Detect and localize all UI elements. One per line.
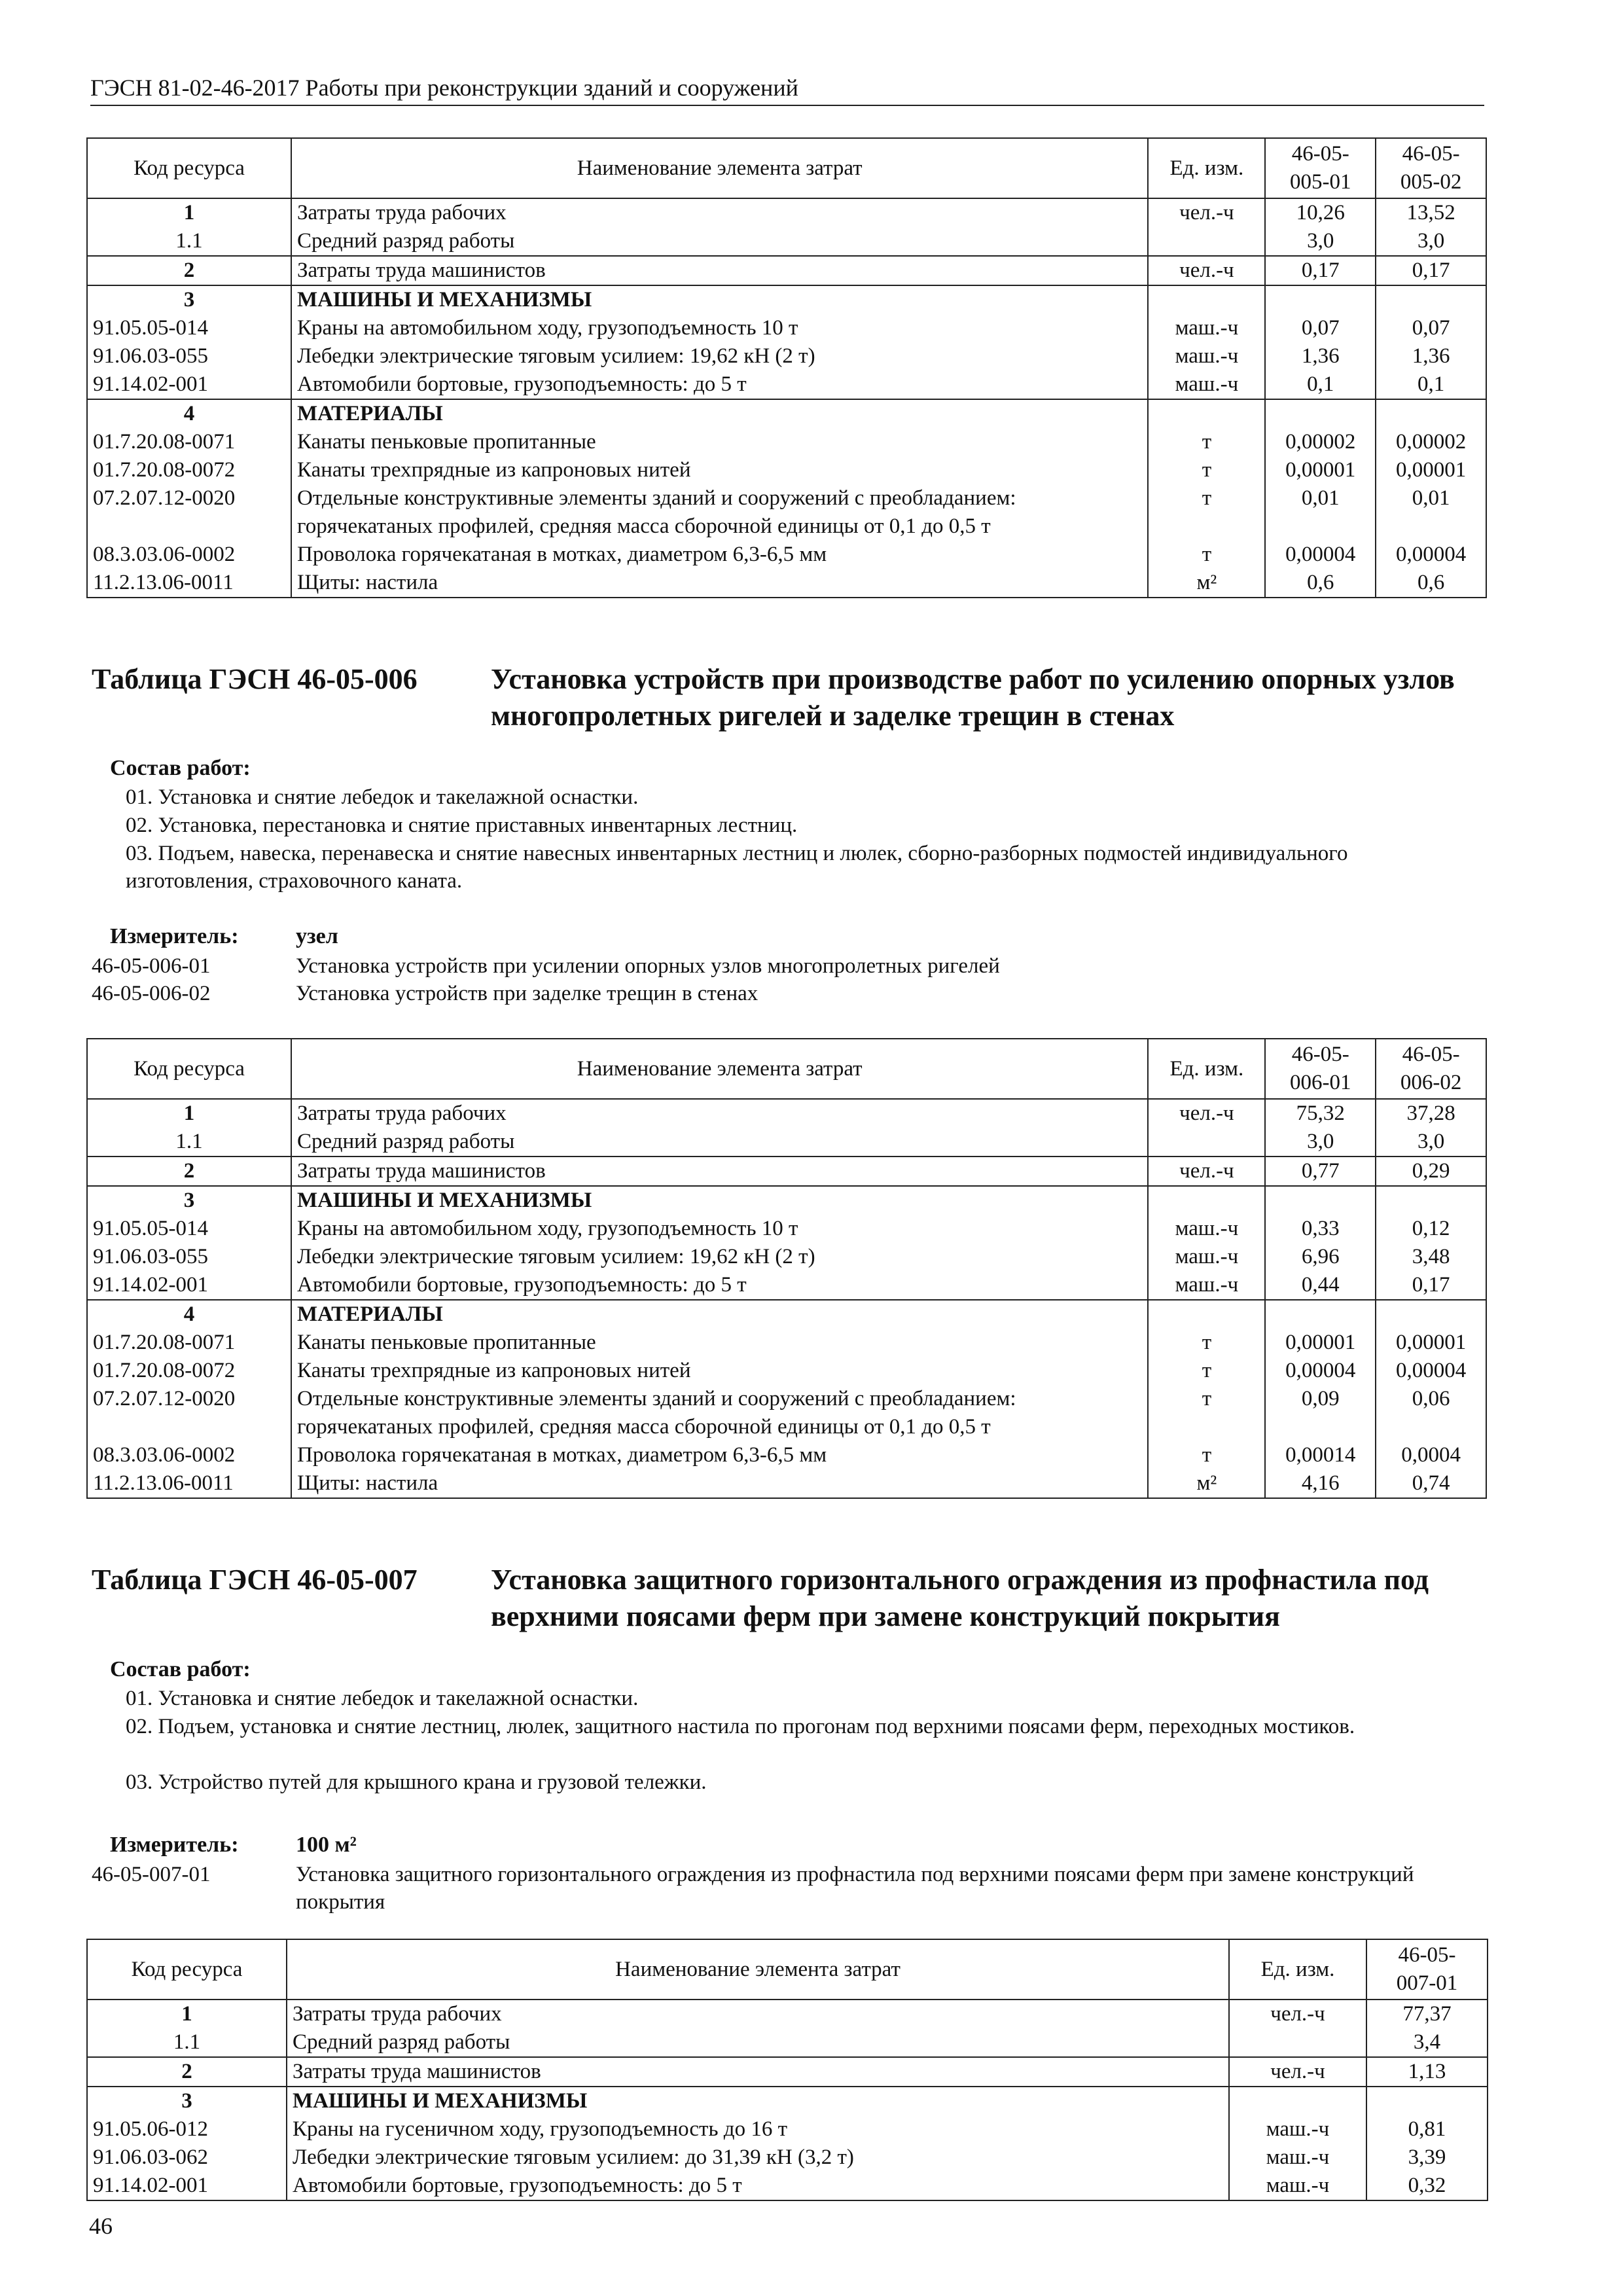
- resource-code: 08.3.03.06-0002: [87, 541, 291, 569]
- resource-table-007: [86, 1939, 1488, 2201]
- col-header-code: Код ресурса: [87, 1939, 287, 2000]
- table-row: [87, 1128, 1486, 1157]
- resource-unit: м²: [1148, 1469, 1265, 1498]
- resource-name: Средний разряд работы: [291, 227, 1148, 256]
- resource-unit: [1148, 1300, 1265, 1329]
- table-row: [87, 484, 1486, 541]
- col-header-norm: 46-05- 006-02: [1376, 1039, 1486, 1099]
- resource-name: Краны на гусеничном ходу, грузоподъемность до 16 т: [287, 2115, 1229, 2144]
- norm-value: [1376, 1186, 1486, 1215]
- norm-value: 0,29: [1376, 1157, 1486, 1186]
- resource-name: Проволока горячекатаная в мотках, диаметром 6,3-6,5 мм: [291, 1441, 1148, 1469]
- resource-name: МАШИНЫ И МЕХАНИЗМЫ: [291, 1186, 1148, 1215]
- table-row: [87, 2172, 1488, 2200]
- table-row: [87, 2000, 1488, 2028]
- resource-unit: [1148, 1128, 1265, 1157]
- resource-code: 11.2.13.06-0011: [87, 1469, 291, 1498]
- col-header-norm: 46-05- 005-02: [1376, 138, 1486, 198]
- norm-value: 0,00004: [1376, 1357, 1486, 1385]
- norm-value: 75,32: [1265, 1099, 1376, 1128]
- norm-value: 1,36: [1265, 342, 1376, 370]
- resource-code: 01.7.20.08-0071: [87, 428, 291, 456]
- work-item: 01. Установка и снятие лебедок и такелажной оснастки.: [126, 1687, 639, 1710]
- table-row: [87, 1099, 1486, 1128]
- resource-code: 1: [87, 2000, 287, 2028]
- norm-value: 4,16: [1265, 1469, 1376, 1498]
- norm-value: 0,1: [1376, 370, 1486, 399]
- norm-value: 6,96: [1265, 1243, 1376, 1271]
- resource-unit: чел.-ч: [1148, 256, 1265, 285]
- resource-unit: т: [1148, 456, 1265, 484]
- resource-unit: чел.-ч: [1148, 198, 1265, 227]
- measurer-value: 100 м²: [296, 1833, 357, 1857]
- norm-value: 3,0: [1265, 1128, 1376, 1157]
- norm-value: 0,00004: [1265, 541, 1376, 569]
- resource-code: 1.1: [87, 2028, 287, 2057]
- resource-name: МАШИНЫ И МЕХАНИЗМЫ: [291, 285, 1148, 314]
- page-number: 46: [89, 2213, 113, 2239]
- norm-value: 0,00004: [1265, 1357, 1376, 1385]
- norm-value: 3,0: [1265, 227, 1376, 256]
- resource-name: Щиты: настила: [291, 1469, 1148, 1498]
- resource-unit: т: [1148, 1441, 1265, 1469]
- resource-unit: чел.-ч: [1229, 2000, 1366, 2028]
- resource-unit: т: [1148, 1357, 1265, 1385]
- col-header-name: Наименование элемента затрат: [287, 1939, 1229, 2000]
- norm-value: 0,07: [1376, 314, 1486, 342]
- resource-code: 91.14.02-001: [87, 2172, 287, 2200]
- table-row: [87, 2028, 1488, 2057]
- norm-description: Установка устройств при заделке трещин в стенах: [296, 982, 758, 1005]
- col-header-code: Код ресурса: [87, 138, 291, 198]
- norm-code: 46-05-006-02: [92, 982, 211, 1005]
- norm-value: 0,07: [1265, 314, 1376, 342]
- work-item: 02. Установка, перестановка и снятие приставных инвентарных лестниц.: [126, 814, 798, 837]
- resource-unit: чел.-ч: [1229, 2057, 1366, 2087]
- resource-code: 01.7.20.08-0072: [87, 456, 291, 484]
- resource-table-006: [86, 1038, 1487, 1499]
- resource-unit: маш.-ч: [1148, 1271, 1265, 1300]
- resource-code: 91.05.06-012: [87, 2115, 287, 2144]
- resource-name: Канаты трехпрядные из капроновых нитей: [291, 456, 1148, 484]
- resource-unit: маш.-ч: [1229, 2172, 1366, 2200]
- norm-value: 0,09: [1265, 1385, 1376, 1441]
- resource-name: Затраты труда рабочих: [291, 1099, 1148, 1128]
- norm-value: 0,06: [1376, 1385, 1486, 1441]
- resource-name: Затраты труда машинистов: [291, 1157, 1148, 1186]
- col-header-norm: 46-05- 007-01: [1366, 1939, 1488, 2000]
- norm-value: 1,13: [1366, 2057, 1488, 2087]
- resource-name: Лебедки электрические тяговым усилием: 19,62 кН (2 т): [291, 342, 1148, 370]
- table-row: [87, 399, 1486, 428]
- norm-value: 77,37: [1366, 2000, 1488, 2028]
- norm-value: 0,01: [1376, 484, 1486, 541]
- table-row: [87, 370, 1486, 399]
- resource-code: 91.05.05-014: [87, 314, 291, 342]
- resource-unit: маш.-ч: [1148, 1243, 1265, 1271]
- resource-code: 07.2.07.12-0020: [87, 484, 291, 541]
- resource-code: 1: [87, 198, 291, 227]
- norm-value: 37,28: [1376, 1099, 1486, 1128]
- norm-value: 0,00001: [1265, 1329, 1376, 1357]
- resource-name: Проволока горячекатаная в мотках, диаметром 6,3-6,5 мм: [291, 541, 1148, 569]
- norm-value: 0,6: [1376, 569, 1486, 598]
- table-heading: Установка устройств при производстве работ по усилению опорных узлов многопролетных ригелей и заделке трещин в стенах: [491, 663, 1455, 732]
- norm-value: 0,00004: [1376, 541, 1486, 569]
- resource-code: 91.14.02-001: [87, 370, 291, 399]
- resource-code: 01.7.20.08-0072: [87, 1357, 291, 1385]
- table-row: [87, 1441, 1486, 1469]
- norm-value: 0,6: [1265, 569, 1376, 598]
- norm-value: 0,17: [1376, 1271, 1486, 1300]
- norm-value: 0,81: [1366, 2115, 1488, 2144]
- col-header-unit: Ед. изм.: [1229, 1939, 1366, 2000]
- norm-value: 3,48: [1376, 1243, 1486, 1271]
- table-label: Таблица ГЭСН 46-05-007: [92, 1564, 418, 1596]
- col-header-norm: 46-05- 005-01: [1265, 138, 1376, 198]
- table-row: [87, 1186, 1486, 1215]
- norm-value: 3,4: [1366, 2028, 1488, 2057]
- resource-code: 3: [87, 285, 291, 314]
- work-item: 03. Устройство путей для крышного крана и грузовой тележки.: [126, 1770, 707, 1794]
- resource-name: МАШИНЫ И МЕХАНИЗМЫ: [287, 2087, 1229, 2115]
- resource-name: Щиты: настила: [291, 569, 1148, 598]
- resource-name: Лебедки электрические тяговым усилием: до 31,39 кН (3,2 т): [287, 2144, 1229, 2172]
- table-row: [87, 1329, 1486, 1357]
- resource-unit: т: [1148, 541, 1265, 569]
- measurer-label: Измеритель:: [110, 924, 239, 948]
- works-label: Состав работ:: [110, 1657, 251, 1681]
- norm-value: [1265, 285, 1376, 314]
- resource-name: Отдельные конструктивные элементы зданий и сооружений с преобладанием: горячекатаных профилей, средняя масса сборочной единицы от 0,1 до 0,5 т: [291, 1385, 1148, 1441]
- norm-description: Установка устройств при усилении опорных узлов многопролетных ригелей: [296, 954, 1000, 978]
- norm-code: 46-05-007-01: [92, 1863, 211, 1886]
- resource-unit: маш.-ч: [1148, 342, 1265, 370]
- norm-value: [1265, 399, 1376, 428]
- table-row: [87, 198, 1486, 227]
- resource-name: Затраты труда машинистов: [291, 256, 1148, 285]
- table-row: [87, 1157, 1486, 1186]
- resource-table-005: [86, 137, 1487, 598]
- table-row: [87, 541, 1486, 569]
- table-row: [87, 2087, 1488, 2115]
- norm-value: 0,33: [1265, 1215, 1376, 1243]
- norm-value: 3,0: [1376, 227, 1486, 256]
- norm-value: 0,00014: [1265, 1441, 1376, 1469]
- resource-code: 91.06.03-062: [87, 2144, 287, 2172]
- resource-code: 91.14.02-001: [87, 1271, 291, 1300]
- resource-name: Средний разряд работы: [287, 2028, 1229, 2057]
- table-label: Таблица ГЭСН 46-05-006: [92, 663, 418, 695]
- norm-value: [1366, 2087, 1488, 2115]
- work-item: 01. Установка и снятие лебедок и такелажной оснастки.: [126, 785, 639, 809]
- resource-code: 91.06.03-055: [87, 342, 291, 370]
- table-row: [87, 314, 1486, 342]
- resource-code: 2: [87, 2057, 287, 2087]
- table-row: [87, 1215, 1486, 1243]
- norm-value: 0,00001: [1376, 1329, 1486, 1357]
- resource-unit: т: [1148, 484, 1265, 541]
- table-row: [87, 1300, 1486, 1329]
- resource-unit: маш.-ч: [1148, 370, 1265, 399]
- resource-code: 1.1: [87, 1128, 291, 1157]
- norm-value: 3,0: [1376, 1128, 1486, 1157]
- resource-code: 01.7.20.08-0071: [87, 1329, 291, 1357]
- measurer-label: Измеритель:: [110, 1833, 239, 1857]
- table-row: [87, 2115, 1488, 2144]
- norm-value: 0,1: [1265, 370, 1376, 399]
- col-header-name: Наименование элемента затрат: [291, 1039, 1148, 1099]
- norm-value: [1265, 1300, 1376, 1329]
- norm-value: 0,44: [1265, 1271, 1376, 1300]
- norm-value: 0,00002: [1265, 428, 1376, 456]
- resource-code: 2: [87, 1157, 291, 1186]
- resource-name: Канаты пеньковые пропитанные: [291, 428, 1148, 456]
- resource-name: Канаты трехпрядные из капроновых нитей: [291, 1357, 1148, 1385]
- resource-code: 1: [87, 1099, 291, 1128]
- table-row: [87, 227, 1486, 256]
- col-header-unit: Ед. изм.: [1148, 138, 1265, 198]
- table-row: [87, 1271, 1486, 1300]
- resource-unit: [1148, 1186, 1265, 1215]
- resource-unit: т: [1148, 428, 1265, 456]
- norm-value: 0,0004: [1376, 1441, 1486, 1469]
- table-row: [87, 256, 1486, 285]
- table-row: [87, 569, 1486, 598]
- norm-value: 0,00001: [1376, 456, 1486, 484]
- running-header: ГЭСН 81-02-46-2017 Работы при реконструкции зданий и сооружений: [90, 73, 1484, 106]
- norm-value: 0,00002: [1376, 428, 1486, 456]
- resource-unit: [1229, 2028, 1366, 2057]
- resource-unit: маш.-ч: [1148, 314, 1265, 342]
- work-item: 02. Подъем, установка и снятие лестниц, люлек, защитного настила по прогонам под верхними поясами ферм, переходных мостиков.: [126, 1715, 1355, 1738]
- resource-code: 3: [87, 2087, 287, 2115]
- table-row: [87, 342, 1486, 370]
- resource-name: МАТЕРИАЛЫ: [291, 1300, 1148, 1329]
- norm-value: 1,36: [1376, 342, 1486, 370]
- resource-unit: маш.-ч: [1148, 1215, 1265, 1243]
- resource-unit: маш.-ч: [1229, 2144, 1366, 2172]
- resource-unit: т: [1148, 1329, 1265, 1357]
- resource-name: Отдельные конструктивные элементы зданий и сооружений с преобладанием: горячекатаных профилей, средняя масса сборочной единицы от 0,1 до 0,5 т: [291, 484, 1148, 541]
- resource-code: 07.2.07.12-0020: [87, 1385, 291, 1441]
- table-row: [87, 1385, 1486, 1441]
- resource-code: 91.05.05-014: [87, 1215, 291, 1243]
- table-row: [87, 1469, 1486, 1498]
- table-row: [87, 285, 1486, 314]
- norm-value: 0,32: [1366, 2172, 1488, 2200]
- col-header-code: Код ресурса: [87, 1039, 291, 1099]
- norm-value: 0,17: [1265, 256, 1376, 285]
- resource-code: 91.06.03-055: [87, 1243, 291, 1271]
- norm-value: 0,12: [1376, 1215, 1486, 1243]
- resource-unit: [1148, 285, 1265, 314]
- table-row: [87, 1357, 1486, 1385]
- norm-value: 0,00001: [1265, 456, 1376, 484]
- col-header-name: Наименование элемента затрат: [291, 138, 1148, 198]
- norm-value: 0,74: [1376, 1469, 1486, 1498]
- col-header-norm: 46-05- 006-01: [1265, 1039, 1376, 1099]
- resource-code: 3: [87, 1186, 291, 1215]
- resource-code: 4: [87, 1300, 291, 1329]
- norm-value: 3,39: [1366, 2144, 1488, 2172]
- resource-name: Краны на автомобильном ходу, грузоподъемность 10 т: [291, 1215, 1148, 1243]
- norm-value: 13,52: [1376, 198, 1486, 227]
- resource-name: Автомобили бортовые, грузоподъемность: до 5 т: [291, 370, 1148, 399]
- table-row: [87, 2057, 1488, 2087]
- norm-value: 0,77: [1265, 1157, 1376, 1186]
- norm-value: [1376, 285, 1486, 314]
- resource-name: Канаты пеньковые пропитанные: [291, 1329, 1148, 1357]
- resource-name: Затраты труда рабочих: [291, 198, 1148, 227]
- resource-code: 2: [87, 256, 291, 285]
- resource-name: Краны на автомобильном ходу, грузоподъемность 10 т: [291, 314, 1148, 342]
- resource-unit: [1229, 2087, 1366, 2115]
- resource-name: Автомобили бортовые, грузоподъемность: до 5 т: [287, 2172, 1229, 2200]
- norm-value: [1265, 1186, 1376, 1215]
- resource-name: Затраты труда рабочих: [287, 2000, 1229, 2028]
- norm-value: 0,01: [1265, 484, 1376, 541]
- resource-name: Лебедки электрические тяговым усилием: 19,62 кН (2 т): [291, 1243, 1148, 1271]
- table-row: [87, 1243, 1486, 1271]
- table-row: [87, 2144, 1488, 2172]
- resource-code: 1.1: [87, 227, 291, 256]
- norm-value: [1376, 399, 1486, 428]
- measurer-value: узел: [296, 924, 338, 948]
- table-heading: Установка защитного горизонтального ограждения из профнастила под верхними поясами ферм при замене конструкций покрытия: [491, 1564, 1429, 1632]
- norm-description: Установка защитного горизонтального ограждения из профнастила под верхними поясами ферм при замене конструкций покрытия: [296, 1863, 1414, 1914]
- norm-value: 10,26: [1265, 198, 1376, 227]
- col-header-unit: Ед. изм.: [1148, 1039, 1265, 1099]
- resource-unit: чел.-ч: [1148, 1099, 1265, 1128]
- resource-name: Средний разряд работы: [291, 1128, 1148, 1157]
- resource-unit: [1148, 227, 1265, 256]
- norm-code: 46-05-006-01: [92, 954, 211, 978]
- resource-code: 4: [87, 399, 291, 428]
- resource-unit: м²: [1148, 569, 1265, 598]
- norm-value: [1376, 1300, 1486, 1329]
- works-label: Состав работ:: [110, 756, 251, 780]
- resource-name: Автомобили бортовые, грузоподъемность: до 5 т: [291, 1271, 1148, 1300]
- resource-unit: т: [1148, 1385, 1265, 1441]
- norm-value: 0,17: [1376, 256, 1486, 285]
- resource-unit: [1148, 399, 1265, 428]
- resource-code: 11.2.13.06-0011: [87, 569, 291, 598]
- work-item: 03. Подъем, навеска, перенавеска и снятие навесных инвентарных лестниц и люлек, сборно-разборных подмостей индивидуального изготовления, страховочного каната.: [126, 842, 1348, 893]
- resource-unit: маш.-ч: [1229, 2115, 1366, 2144]
- resource-unit: чел.-ч: [1148, 1157, 1265, 1186]
- resource-name: МАТЕРИАЛЫ: [291, 399, 1148, 428]
- table-row: [87, 456, 1486, 484]
- resource-code: 08.3.03.06-0002: [87, 1441, 291, 1469]
- table-row: [87, 428, 1486, 456]
- resource-name: Затраты труда машинистов: [287, 2057, 1229, 2087]
